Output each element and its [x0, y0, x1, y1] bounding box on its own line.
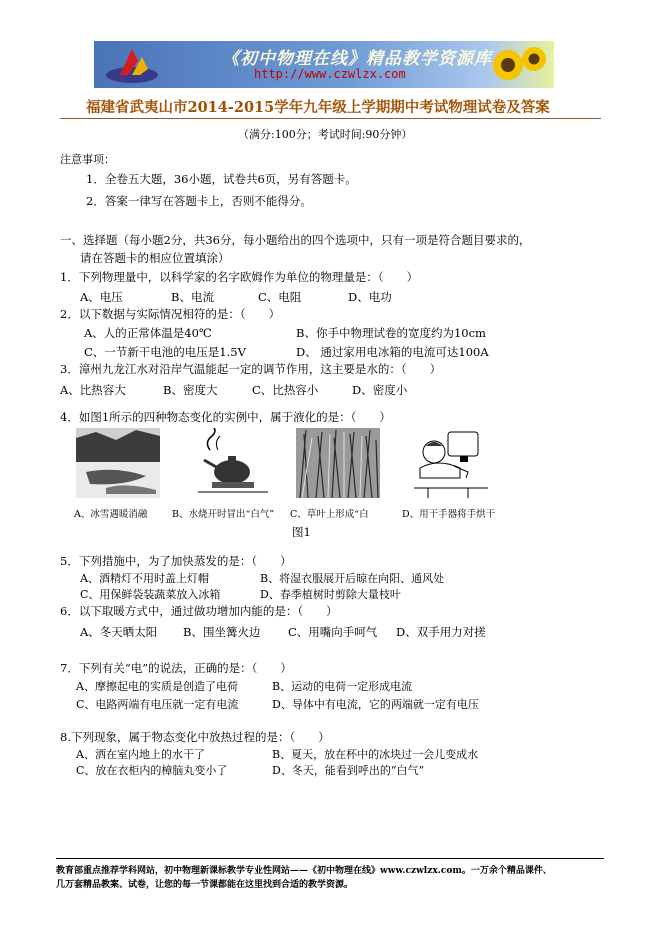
banner-title: 《初中物理在线》精品教学资源库: [222, 49, 492, 69]
melting-snow-photo: [76, 428, 160, 498]
q8-option-d: D、冬天，能看到呼出的“白气”: [272, 764, 425, 777]
q7-option-b: B、运动的电荷一定形成电流: [272, 680, 413, 693]
q2-option-b: B、你手中物理试卷的宽度约为10cm: [296, 326, 486, 340]
hand-dryer-icon: [408, 428, 492, 498]
header-banner: [94, 41, 554, 88]
notes-heading: 注意事项：: [60, 153, 115, 166]
figure-caption: 图1: [292, 525, 311, 539]
footer-line-2: 几万套精品教案、试卷，让您的每一节课都能在这里找到合适的教学资源。: [56, 880, 354, 890]
q4-option-c: C、草叶上形成“白: [290, 509, 369, 520]
question-7: 7．下列有关“电”的说法，正确的是：（ ）: [60, 661, 292, 675]
q6-option-c: C、用嘴向手呵气: [288, 625, 378, 639]
q1-option-a: A、电压: [80, 290, 123, 304]
question-4: 4．如图1所示的四种物态变化的实例中，属于液化的是：（ ）: [60, 410, 391, 424]
q6-option-a: A、冬天晒太阳: [80, 625, 158, 639]
exam-info: （满分:100分；考试时间:90分钟）: [238, 128, 413, 141]
site-logo-icon: [102, 45, 162, 85]
q6-option-d: D、双手用力对搓: [396, 625, 486, 639]
q3-option-b: B、密度大: [163, 383, 218, 397]
q4-option-d: D、用干手器将手烘干: [402, 509, 496, 520]
q3-option-a: A、比热容大: [60, 383, 126, 397]
q1-option-c: C、电阻: [258, 290, 302, 304]
q1-option-b: B、电流: [171, 290, 214, 304]
note-item-2: 2．答案一律写在答题卡上，否则不能得分。: [86, 194, 312, 208]
question-3: 3．漳州九龙江水对沿岸气温能起一定的调节作用，这主要是水的：（ ）: [60, 362, 442, 376]
page-title: 福建省武夷山市2014-2015学年九年级上学期期中考试物理试卷及答案: [86, 99, 550, 116]
question-5: 5．下列措施中，为了加快蒸发的是：（ ）: [60, 554, 292, 568]
q7-option-a: A、摩擦起电的实质是创造了电荷: [76, 680, 238, 693]
q8-option-b: B、夏天，放在杯中的冰块过一会儿变成水: [272, 748, 479, 761]
question-1: 1．下列物理量中，以科学家的名字欧姆作为单位的物理量是：（ ）: [60, 270, 419, 284]
q3-option-c: C、比热容小: [252, 383, 319, 397]
q7-option-c: C、电路两端有电压就一定有电流: [76, 698, 239, 711]
section-heading: 一、选择题（每小题2分，共36分，每小题给出的四个选项中，只有一项是符合题目要求的，: [60, 233, 531, 247]
frosted-grass-photo: [296, 428, 380, 498]
footer-divider: [56, 858, 604, 859]
q8-option-a: A、洒在室内地上的水干了: [76, 748, 205, 761]
q4-option-b: B、水烧开时冒出“白气”: [172, 509, 275, 520]
q4-option-a: A、冰雪遇暖消融: [74, 509, 148, 520]
question-2: 2．以下数据与实际情况相符的是：（ ）: [60, 307, 281, 321]
q1-option-d: D、电功: [348, 290, 392, 304]
q5-option-b: B、将湿衣服展开后晾在向阳、通风处: [260, 572, 445, 585]
q2-option-c: C、一节新干电池的电压是1.5V: [84, 345, 246, 359]
title-divider: [60, 118, 601, 119]
q3-option-d: D、密度小: [352, 383, 408, 397]
q2-option-a: A、人的正常体温是40℃: [84, 326, 212, 340]
note-item-1: 1．全卷五大题，36小题，试卷共6页，另有答题卡。: [86, 172, 357, 186]
q8-option-c: C、放在衣柜内的樟脑丸变小了: [76, 764, 228, 777]
question-8: 8.下列现象，属于物态变化中放热过程的是：（ ）: [60, 730, 330, 744]
footer-line-1: 教育部重点推荐学科网站，初中物理新课标教学专业性网站——《初中物理在线》www.czwlzx.com。一万余个精品课件、: [56, 866, 552, 876]
q5-option-d: D、春季植树时剪除大量枝叶: [260, 588, 401, 601]
sunflower-icon: [486, 43, 550, 87]
q5-option-a: A、酒精灯不用时盖上灯帽: [80, 572, 209, 585]
q2-option-d: D、 通过家用电冰箱的电流可达100A: [296, 345, 489, 359]
footer: [56, 864, 552, 892]
boiling-kettle-icon: [188, 428, 274, 498]
q6-option-b: B、围坐篝火边: [183, 625, 261, 639]
banner-url[interactable]: http://www.czwlzx.com: [254, 67, 406, 81]
q5-option-c: C、用保鲜袋装蔬菜放入冰箱: [80, 588, 221, 601]
section-heading-cont: 请在答题卡的相应位置填涂）: [80, 251, 230, 265]
q7-option-d: D、导体中有电流，它的两端就一定有电压: [272, 698, 479, 711]
question-6: 6．以下取暖方式中，通过做功增加内能的是：（ ）: [60, 604, 338, 618]
